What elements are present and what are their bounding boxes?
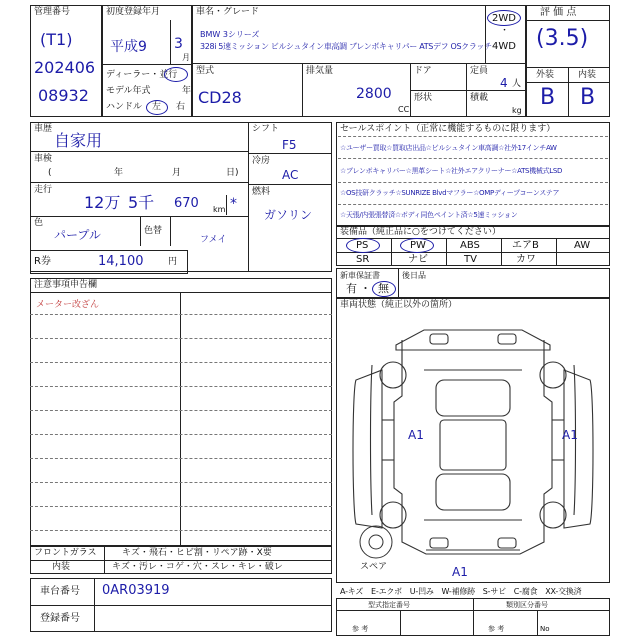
registration-box bbox=[102, 5, 192, 117]
sales-points-label: セールスポイント（正常に機能するものに限ります） bbox=[340, 124, 556, 134]
warranty-dot: ・ bbox=[360, 282, 371, 295]
vehicle-name-line1: BMW 3シリーズ bbox=[200, 30, 260, 39]
equipment-label: 装備品（純正品に○をつけてください） bbox=[340, 227, 501, 237]
warranty-yes: 有 bbox=[346, 282, 357, 295]
front-glass-label: フロントガラス bbox=[34, 548, 97, 558]
mileage-sen: 5千 bbox=[128, 193, 155, 212]
dealer-circle bbox=[164, 67, 188, 82]
load-label: 積載 bbox=[470, 93, 489, 103]
exterior-label: 外装 bbox=[536, 70, 555, 80]
exterior-grade: B bbox=[540, 85, 556, 110]
vehicle-name-label: 車名・グレード bbox=[196, 7, 260, 17]
mileage-rest: 670 bbox=[174, 196, 199, 211]
sales-point-line: ☆天張/内張張替済☆ボディ同色ペイント済☆5速ミッション bbox=[340, 211, 518, 219]
management-label: 管理番号 bbox=[34, 7, 71, 17]
mileage-man: 12万 bbox=[84, 193, 121, 212]
registration-year: 3 bbox=[174, 36, 183, 52]
handle-label: ハンドル bbox=[106, 102, 143, 112]
drive-dot: ・ bbox=[500, 26, 510, 36]
equipment-pw: PW bbox=[410, 240, 426, 251]
registration-month-unit: 月 bbox=[182, 53, 190, 62]
management-number-2: 08932 bbox=[38, 86, 89, 105]
model-year-unit: 年 bbox=[182, 86, 192, 96]
dealer-label: ディーラー・並行 bbox=[106, 70, 178, 80]
inspection-month-unit: 月 bbox=[172, 168, 182, 178]
equipment-sr: SR bbox=[356, 254, 370, 265]
ac-value: AC bbox=[282, 168, 299, 182]
inspection-paren: ( bbox=[48, 168, 52, 178]
registration-number-label: 登録番号 bbox=[40, 613, 80, 624]
equipment-tv: TV bbox=[464, 254, 477, 265]
mileage-mark: * bbox=[230, 196, 237, 212]
recycle-unit: 円 bbox=[168, 257, 178, 267]
equipment-aw: AW bbox=[574, 240, 591, 251]
damage-legend: A-キズ E-エクボ U-凹み W-補修跡 S-サビ C-腐食 XX-交換済 bbox=[340, 587, 582, 596]
equipment-airbag: エアB bbox=[512, 240, 539, 251]
car-diagram bbox=[336, 310, 610, 582]
displacement-unit: CC bbox=[398, 105, 410, 114]
interior-condition-label: 内装 bbox=[52, 562, 71, 572]
type-label: 型式 bbox=[196, 66, 215, 76]
equipment-abs: ABS bbox=[460, 240, 480, 251]
equipment-navi: ナビ bbox=[408, 254, 428, 265]
ac-label: 冷房 bbox=[252, 156, 271, 166]
usage-label: 車歴 bbox=[34, 124, 53, 134]
inspection-year-unit: 年 bbox=[114, 168, 124, 178]
color-code-value: フメイ bbox=[200, 235, 227, 245]
mileage-label: 走行 bbox=[34, 185, 53, 195]
grade-label: 評 価 点 bbox=[540, 7, 577, 18]
seating-value: 4 bbox=[500, 76, 508, 90]
recycle-label: R券 bbox=[34, 256, 51, 267]
mileage-unit: km bbox=[213, 205, 226, 214]
usage-value: 自家用 bbox=[54, 131, 103, 150]
model-year-label: モデル年式 bbox=[106, 86, 151, 96]
notes-label: 注意事項申告欄 bbox=[34, 280, 98, 290]
equipment-ps-circle bbox=[346, 238, 380, 253]
reference-label-2: 参 考 bbox=[488, 625, 505, 633]
displacement-label: 排気量 bbox=[306, 66, 334, 76]
interior-grade: B bbox=[580, 85, 596, 110]
damage-mark-right: A1 bbox=[562, 428, 578, 442]
door-label: ドア bbox=[414, 66, 432, 76]
reference-label-1: 参 考 bbox=[352, 625, 369, 633]
warranty-label: 新車保証書 bbox=[340, 271, 380, 280]
handle-circle bbox=[146, 100, 168, 115]
recycle-value: 14,100 bbox=[98, 254, 144, 269]
inspection-day-unit: 日) bbox=[226, 168, 239, 178]
shape-label: 形状 bbox=[414, 93, 433, 103]
spare-label: スペア bbox=[360, 562, 388, 572]
chassis-value: 0AR03919 bbox=[102, 583, 170, 598]
unit-number-label: No bbox=[540, 625, 550, 633]
color-code-label: 色替 bbox=[144, 226, 163, 236]
seating-label: 定員 bbox=[470, 66, 489, 76]
sales-point-line: ☆OS技研クラッチ☆SUNRIZE Blvdマフラー☆OMPディープコーンステア bbox=[340, 189, 560, 197]
warranty-no: 無 bbox=[378, 282, 389, 295]
management-code: (T1) bbox=[40, 30, 73, 49]
chassis-label: 車台番号 bbox=[40, 586, 80, 597]
vehicle-name-line2: 328i 5速ミッション ビルシュタイン車高調 ブレンボキャリパー ATSデフ OSクラッチ bbox=[200, 42, 492, 51]
diagram-label: 車両状態（純正以外の箇所） bbox=[340, 300, 458, 310]
seating-unit: 人 bbox=[512, 79, 522, 89]
fuel-label: 燃料 bbox=[252, 187, 271, 197]
handle-right: 右 bbox=[176, 102, 186, 112]
fuel-value: ガソリン bbox=[264, 208, 313, 222]
grade-value: (3.5) bbox=[536, 26, 589, 51]
handle-left: 左 bbox=[152, 102, 162, 112]
warranty-no-circle bbox=[372, 281, 396, 297]
color-label: 色 bbox=[34, 218, 44, 228]
format-label: 型式指定番号 bbox=[368, 601, 410, 609]
front-glass-value: キズ・飛石・ヒビ割・リペア跡・X要 bbox=[122, 548, 272, 558]
document-label: 後日品 bbox=[402, 271, 426, 280]
category-label: 類別区分番号 bbox=[506, 601, 548, 609]
equipment-leather: カワ bbox=[516, 254, 536, 265]
sales-point-line: ☆ユーザー買取☆買取店出品☆ビルシュタイン車高調☆社外17インチAW bbox=[340, 144, 557, 152]
damage-mark-rear: A1 bbox=[452, 565, 468, 579]
interior-label: 内装 bbox=[578, 70, 597, 80]
color-value: パープル bbox=[54, 228, 101, 242]
equipment-ps: PS bbox=[356, 240, 369, 251]
equipment-pw-circle bbox=[400, 238, 434, 253]
drive-2wd: 2WD bbox=[492, 13, 516, 24]
registration-label: 初度登録年月 bbox=[106, 7, 161, 17]
interior-condition-value: キズ・汚レ・コゲ・穴・スレ・キレ・破レ bbox=[112, 562, 283, 572]
damage-mark-left: A1 bbox=[408, 428, 424, 442]
registration-era: 平成9 bbox=[110, 39, 147, 55]
drive-2wd-circle bbox=[487, 10, 521, 26]
inspection-label: 車検 bbox=[34, 154, 53, 164]
shift-label: シフト bbox=[252, 124, 280, 134]
shift-value: F5 bbox=[282, 138, 297, 152]
type-value: CD28 bbox=[198, 88, 242, 107]
load-unit: kg bbox=[512, 106, 522, 115]
management-number-1: 202406 bbox=[34, 58, 96, 77]
sales-point-line: ☆ブレンボキャリパー☆黒革シート☆社外エアクリーナー☆ATS機械式LSD bbox=[340, 167, 563, 175]
displacement-value: 2800 bbox=[356, 86, 392, 102]
drive-4wd: 4WD bbox=[492, 41, 516, 52]
notes-line-1: メーター改ざん bbox=[36, 300, 100, 310]
